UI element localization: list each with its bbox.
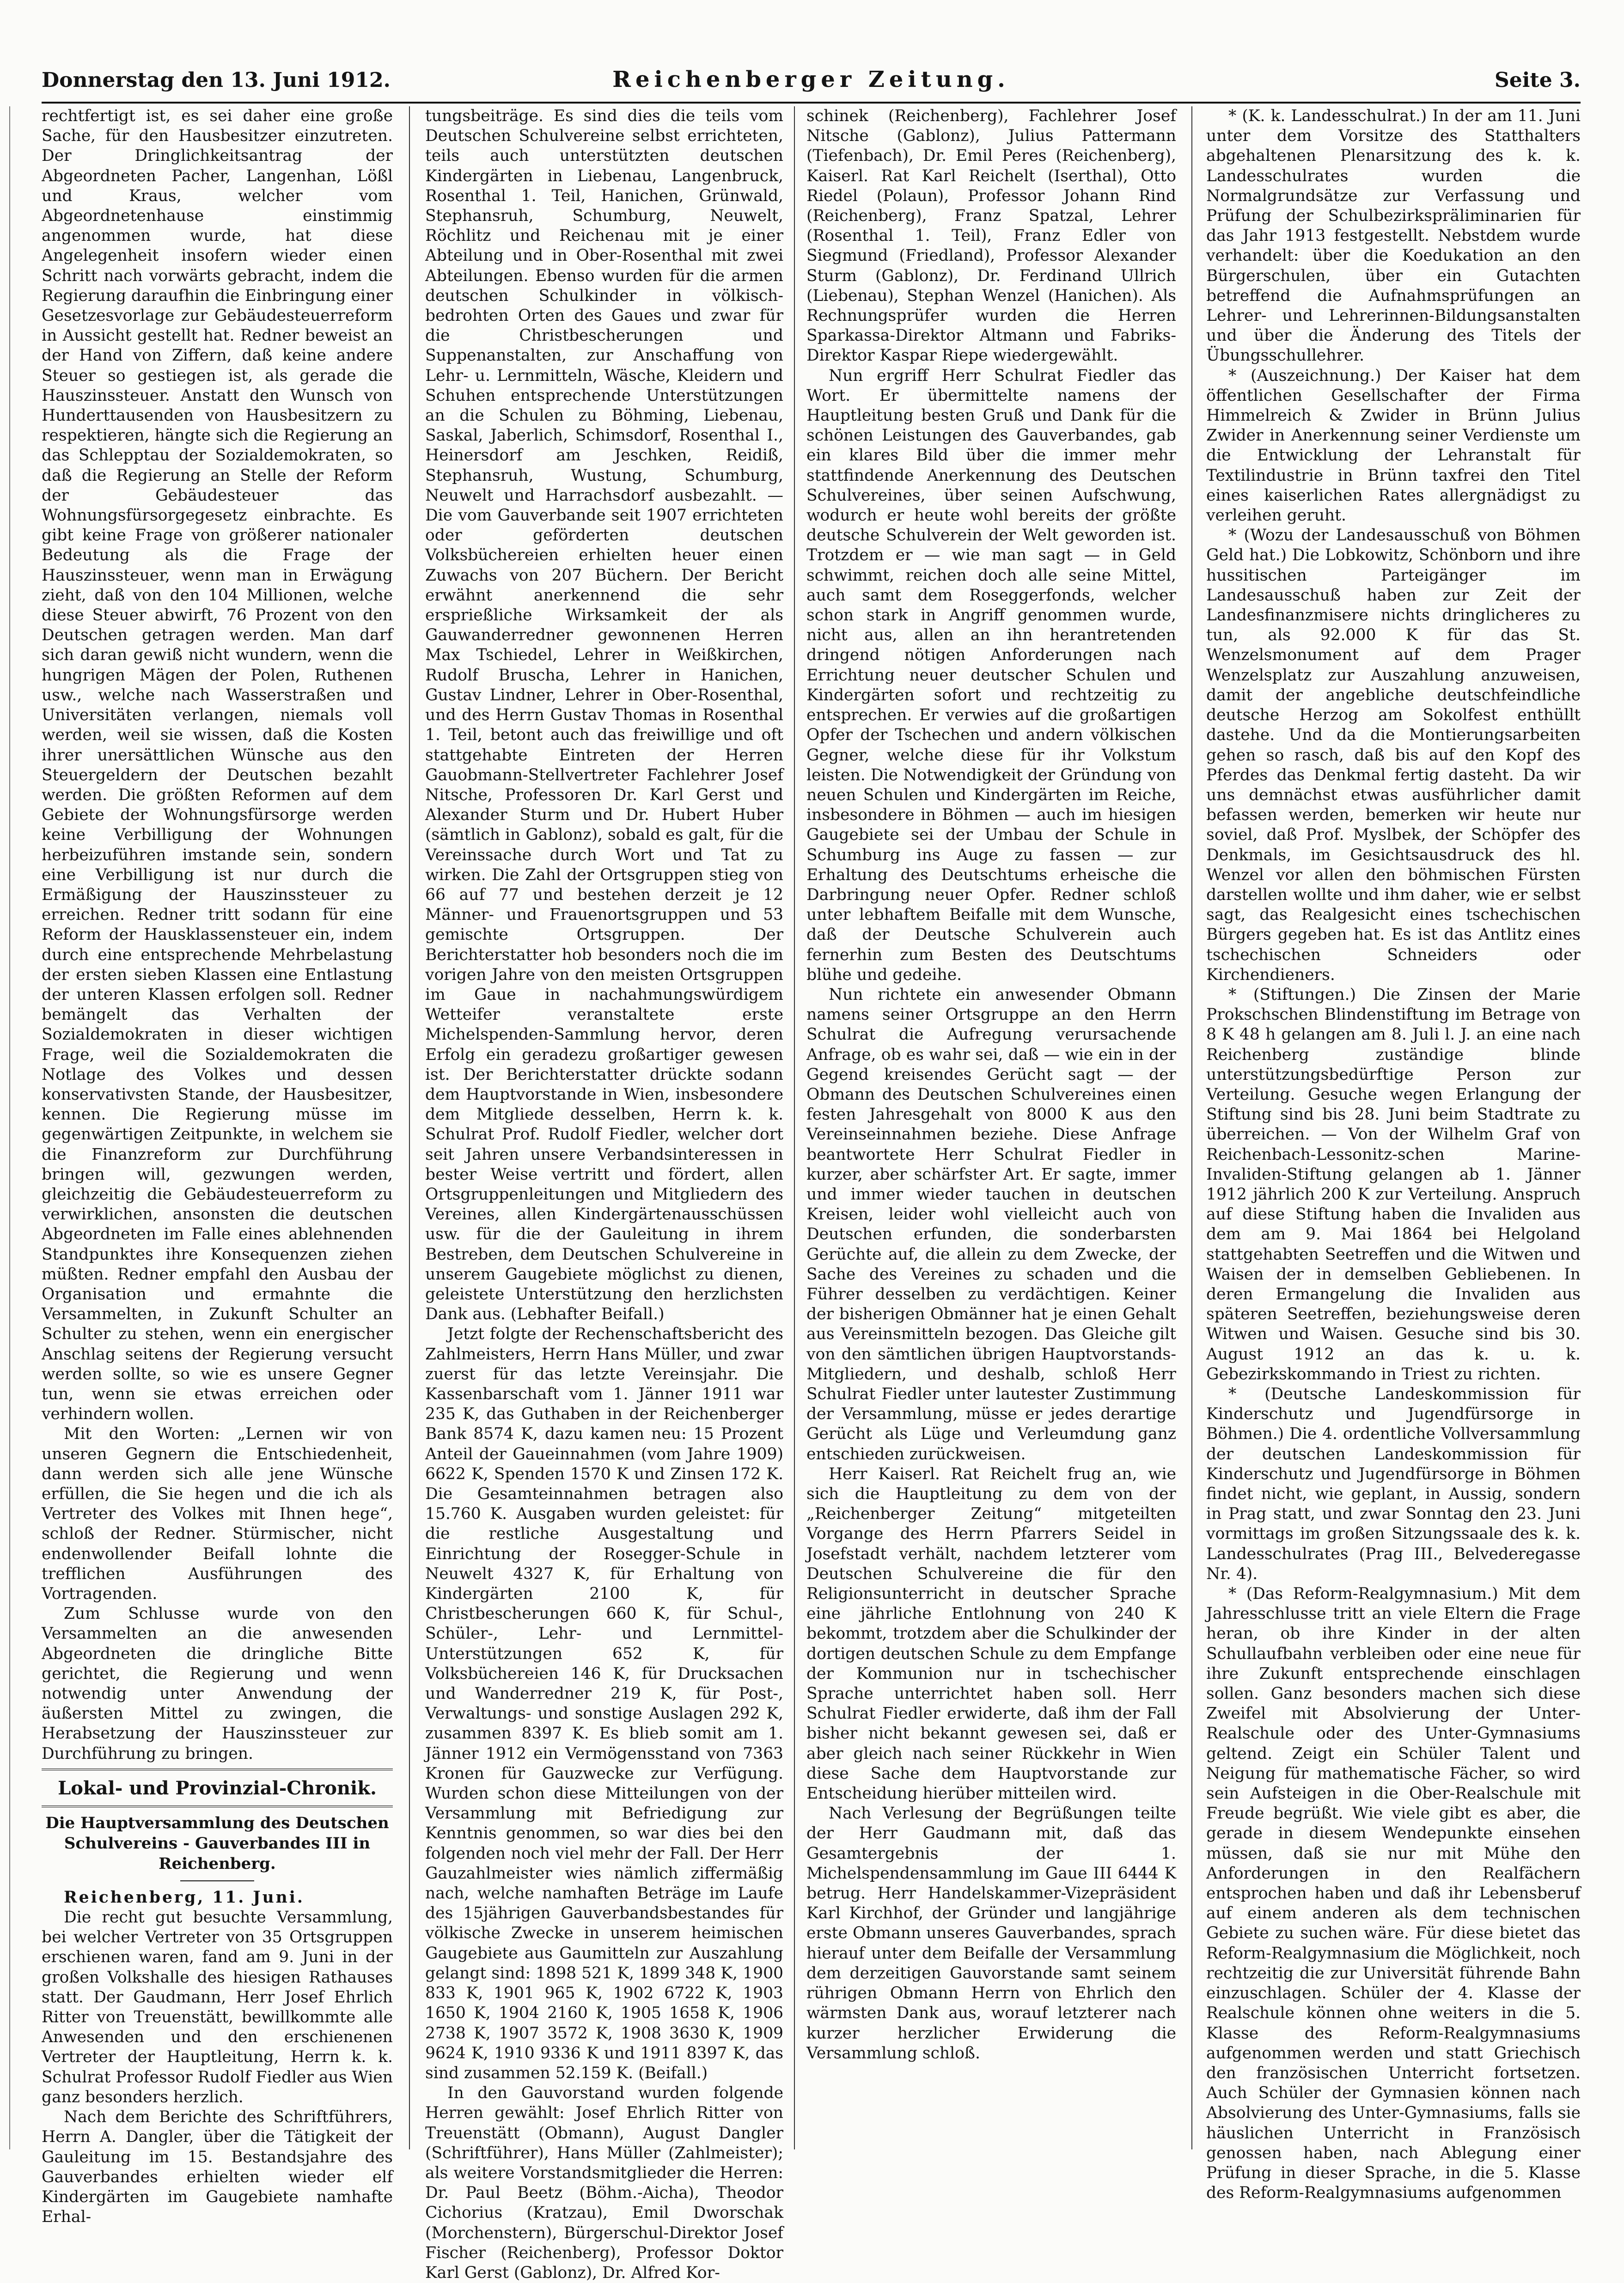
paragraph: In den Gauvorstand wurden folgende Herren gewählt: Josef Ehrlich Ritter von Treuenstätt (Obmann), August Dangler (Schriftführer), Hans Müller (Zahlmeister); als weitere Vorstandsmitglieder die Herren: Dr. Paul Beetz (Böhm.-Aicha), Theodor Cichorius (Kratzau), Emil Dworschak (Morchenstern), Bürgerschul-Direktor Josef Fischer (Reichenberg), Professor Doktor Karl Gerst (Gablonz), Dr. Alfred Kor-	[425, 2084, 783, 2282]
dateline-text: Reichenberg, 11. Juni.	[64, 1888, 305, 1907]
headline-rule	[180, 1880, 254, 1881]
section-divider	[42, 1769, 393, 1770]
section-divider	[42, 1806, 393, 1807]
column-3	[806, 106, 1176, 2145]
column-4	[1206, 106, 1581, 2203]
page-number: Seite 3.	[1494, 68, 1581, 92]
news-item-auszeichnung: * (Auszeichnung.) Der Kaiser hat dem öffentlichen Gesellschafter der Firma Himmelreich & Zwider in Brünn Julius Zwider in Anerkennung seiner Verdienste um die Entwicklung der Lehranstalt für Textilindustrie in Brünn taxfrei den Titel eines kaiserlichen Rates allergnädigst zu verleihen geruht.	[1206, 366, 1581, 525]
column-2	[425, 106, 783, 2282]
headline-line: Schulvereins - Gauverbandes III in	[64, 1834, 371, 1853]
paragraph: Nun richtete ein anwesender Obmann namens seiner Ortsgruppe an den Herrn Schulrat die Aufregung verursachende Anfrage, ob es wahr sei, daß — wie ein in der Gegend kreisendes Gerücht sagt — der Obmann des Deutschen Schulvereines einen festen Jahresgehalt von 8000 K aus den Vereinseinnahmen beziehe. Diese Anfrage beantwortete Herr Schulrat Fiedler in kurzer, aber schärfster Art. Er sagte, immer und immer wieder tauchen in deutschen Kreisen, leider wohl vielleicht auch von Deutschen erfunden, die sonderbarsten Gerüchte auf, die allein zu dem Zwecke, der Sache des Vereines zu schaden und die Führer desselben zu verdächtigen. Keiner der bisherigen Obmänner hat je einen Gehalt aus Vereinsmitteln bezogen. Das Gleiche gilt von den sämtlichen übrigen Hauptvorstands-Mitgliedern, und deshalb, schloß Herr Schulrat Fiedler unter lautester Zustimmung der Versammlung, müsse er jedes derartige Gerücht als Lüge und Verleumdung ganz entschieden zurückweisen.	[806, 985, 1176, 1463]
headline-line: Die Hauptversammlung des Deutschen	[45, 1813, 389, 1832]
paragraph: schinek (Reichenberg), Fachlehrer Josef Nitsche (Gablonz), Julius Pattermann (Tiefenbach), Dr. Emil Peres (Reichenberg), Kaiserl. Rat Karl Reichelt (Iserthal), Otto Riedel (Polaun), Professor Johann Rind (Reichenberg), Franz Spatzal, Lehrer (Rosenthal 1. Teil), Franz Edler von Siegmund (Friedland), Professor Alexander Sturm (Gablonz), Dr. Ferdinand Ullrich (Liebenau), Stephan Wenzel (Hanichen). Als Rechnungsprüfer wurden die Herren Sparkassa-Direktor Altmann und Fabriks-Direktor Kaspar Riepe wiedergewählt.	[806, 107, 1176, 365]
paragraph: Nach dem Berichte des Schriftführers, Herrn A. Dangler, über die Tätigkeit der Gauleitung im 15. Bestandsjahre des Gauverbandes erhielten wieder elf Kindergärten im Gaugebiete namhafte Erhal-	[42, 2108, 393, 2227]
masthead-title: Reichenberger Zeitung.	[612, 67, 1010, 92]
paragraph: Die recht gut besuchte Versammlung, bei welcher Vertreter von 35 Ortsgruppen erschienen waren, fand am 9. Juni in der großen Volkshalle des hiesigen Rathauses statt. Der Gaudmann, Herr Josef Ehrlich Ritter von Treuenstätt, bewillkommte alle Anwesenden und den erschienenen Vertreter der Hauptleitung, Herrn k. k. Schulrat Professor Rudolf Fiedler aus Wien ganz besonders herzlich.	[42, 1908, 393, 2106]
section-title: Lokal- und Provinzial-Chronik.	[58, 1777, 377, 1799]
paragraph: rechtfertigt ist, es sei daher eine große Sache, für den Hausbesitzer einzutreten. Der Dringlichkeitsantrag der Abgeordneten Pacher, Langenhan, Lößl und Kraus, welcher vom Abgeordnetenhause einstimmig angenommen wurde, hat diese Angelegenheit insofern wieder einen Schritt nach vorwärts gebracht, indem die Regierung daraufhin die Einbringung einer Gesetzesvorlage zur Gebäudesteuerreform in Aussicht gestellt hat. Redner beweist an der Hand von Ziffern, daß keine andere Steuer so gestiegen ist, als gerade die Hauszinssteuer. Anstatt den Wunsch von Hunderttausenden von Hausbesitzern zu respektieren, hängte sich die Regierung an das Schlepptau der Sozialdemokraten, so daß die Regierung an Stelle der Reform der Gebäudesteuer das Wohnungsfürsorgegesetz einbrachte. Es gibt keine Frage von größerer nationaler Bedeutung als die Frage der Hauszinssteuer, wenn man in Erwägung zieht, daß von den 104 Millionen, welche diese Steuer abwirft, 76 Prozent von den Deutschen getragen werden. Man darf sich daran gewiß nicht wundern, wenn die hungrigen Mägen der Polen, Ruthenen usw., welche nach Wasserstraßen und Universitäten verlangen, niemals voll werden, weil sie wissen, daß die Kosten ihrer unersättlichen Wünsche aus den Steuergeldern der Deutschen bezahlt werden. Die größten Reformen auf dem Gebiete der Wohnungsfürsorge werden keine Verbilligung der Wohnungen herbeizuführen imstande sein, sondern eine Verbilligung ist nur durch die Ermäßigung der Hauszinssteuer zu erreichen. Redner tritt sodann für eine Reform der Hausklassensteuer ein, indem durch eine entsprechende Mehrbelastung der ersten sieben Klassen eine Entlastung der unteren Klassen erfolgen soll. Redner bemängelt das Verhalten der Sozialdemokraten in dieser wichtigen Frage, weil die Sozialdemokraten die Notlage des Volkes und dessen konservativsten Stande, der Hausbesitzer, kennen. Die Regierung müsse im gegenwärtigen Zeitpunkte, in welchem sie die Finanzreform zur Durchführung bringen will, gezwungen werden, gleichzeitig die Gebäudesteuerreform zu verwirklichen, ansonsten die deutschen Abgeordneten im Falle eines ablehnenden Standpunktes ihre Konsequenzen ziehen müßten. Redner empfahl den Ausbau der Organisation und ermahnte die Versammelten, in Zukunft Schulter an Schulter zu stehen, wenn ein energischer Anschlag seitens der Regierung versucht werden sollte, so wie es unsere Gegner tun, wenn sie etwas erreichen oder verhindern wollen.	[42, 107, 393, 1424]
paragraph: Zum Schlusse wurde von den Versammelten an die anwesenden Abgeordneten die dringliche Bitte gerichtet, die Regierung und wenn notwendig unter Anwendung der äußersten Mittel zu zwingen, die Herabsetzung der Hauszinssteuer zur Durchführung zu bringen.	[42, 1604, 393, 1763]
paragraph: Herr Kaiserl. Rat Reichelt frug an, wie sich die Hauptleitung zu dem von der „Reichenberger Zeitung“ mitgeteilten Vorgange des Herrn Pfarrers Seidel in Josefstadt verhält, nachdem letzterer vom Deutschen Schulvereine die für den Religionsunterricht in deutscher Sprache eine jährliche Entlohnung von 240 K bekommt, trotzdem aber die Schulkinder der dortigen deutschen Schule zu dem Empfange der Kommunion nur in tschechischer Sprache unterrichtet haben soll. Herr Schulrat Fiedler erwiderte, daß ihm der Fall bisher nicht bekannt gewesen sei, daß er aber gleich nach seiner Rückkehr in Wien diese Sache dem Hauptvorstande zur Entscheidung hierüber mitteilen wird.	[806, 1464, 1176, 1803]
page-edge-line	[9, 106, 10, 2149]
news-item-landesschulrat: * (K. k. Landesschulrat.) In der am 11. Juni unter dem Vorsitze des Statthalters abgehaltenen Plenarsitzung des k. k. Landesschulrates wurden die Normalgrundsätze zur Verfassung und Prüfung der Schulbezirkspräliminarien für das Jahr 1913 festgestellt. Nebstdem wurde verhandelt: über die Koedukation an den Bürgerschulen, über ein Gutachten betreffend die Aufnahmsprüfungen an Lehrer- und Lehrerinnen-Bildungsanstalten und über die Änderung des Titels der Übungsschullehrer.	[1206, 107, 1581, 365]
column-1	[42, 106, 393, 2227]
column-rule	[794, 106, 795, 2149]
headline-line: Reichenberg.	[159, 1854, 276, 1873]
paragraph: Nach Verlesung der Begrüßungen teilte der Herr Gaudmann mit, daß das Gesamtergebnis der 1. Michelspendensammlung im Gaue III 6444 K betrug. Herr Handelskammer-Vizepräsident Karl Kirchhof, der Gründer und langjährige erste Obmann unseres Gauverbandes, sprach hierauf unter dem Beifalle der Versammlung dem derzeitigen Gauvorstande samt seinem rührigen Obmann Herrn von Ehrlich den wärmsten Dank aus, worauf letzterer nach kurzer herzlicher Erwiderung die Versammlung schloß.	[806, 1804, 1176, 2063]
page-header	[42, 65, 1581, 104]
article-headline	[42, 1813, 393, 1874]
news-item-landeskommission: * (Deutsche Landeskommission für Kinderschutz und Jugendfürsorge in Böhmen.) Die 4. ordentliche Vollversammlung der deutschen Landeskommission für Kinderschutz und Jugendfürsorge in Böhmen findet nicht, wie geplant, in Aussig, sondern in Prag statt, und zwar Sonntag den 23. Juni vormittags im großen Sitzungssaale des k. k. Landesschulrates (Prag III., Belvederegasse Nr. 4).	[1206, 1385, 1581, 1583]
news-item-reform-realgymnasium: * (Das Reform-Realgymnasium.) Mit dem Jahresschlusse tritt an viele Eltern die Frage heran, ob ihre Kinder in der alten Schullaufbahn verbleiben oder eine neue für ihre Zukunft entsprechende einschlagen sollen. Ganz besonders machen sich diese Zweifel mit Absolvierung der Unter-Realschule oder des Unter-Gymnasiums geltend. Zeigt ein Schüler Talent und Neigung für mathematische Fächer, so wird sein Aufsteigen in die Ober-Realschule mit Freude begrüßt. Wie viele gibt es aber, die gerade in diesem Wendepunkte einsehen müssen, daß sie nur mit Mühe den Anforderungen in den Realfächern entsprochen haben und daß ihr Lebensberuf auf einem anderen als dem technischen Gebiete zu suchen wäre. Für diese bietet das Reform-Realgymnasium die Möglichkeit, noch rechtzeitig die zur Universität führende Bahn einzuschlagen. Schüler der 4. Klasse der Realschule können ohne weiters in die 5. Klasse des Reform-Realgymnasiums aufgenommen werden und statt Griechisch den französischen Unterricht fortsetzen. Auch Schüler der Gymnasien können nach Absolvierung des Unter-Gymnasiums, falls sie häuslichen Unterricht in Französisch genossen haben, nach Ablegung einer Prüfung in dieser Sprache, in die 5. Klasse des Reform-Realgymnasiums aufgenommen	[1206, 1585, 1581, 2203]
paragraph: Jetzt folgte der Rechenschaftsbericht des Zahlmeisters, Herrn Hans Müller, und zwar zuerst für das letzte Vereinsjahr. Die Kassenbarschaft vom 1. Jänner 1911 war 235 K, das Guthaben in der Reichenberger Bank 8574 K, dazu kamen neu: 15 Prozent Anteil der Gaueinnahmen (vom Jahre 1909) 6622 K, Spenden 1570 K und Zinsen 172 K. Die Gesamteinnahmen betragen also 15.760 K. Ausgaben wurden geleistet: für die restliche Ausgestaltung und Einrichtung der Rosegger-Schule in Neuwelt 4327 K, für Erhaltung von Kindergärten 2100 K, für Christbescherungen 660 K, für Schul-, Schüler-, Lehr- und Lernmittel-Unterstützungen 652 K, für Volksbüchereien 146 K, für Drucksachen und Wanderredner 219 K, für Post-, Verwaltungs- und sonstige Auslagen 292 K, zusammen 8397 K. Es blieb somit am 1. Jänner 1912 ein Vermögensstand von 7363 Kronen für Gauzwecke zur Verfügung. Wurden schon diese Mitteilungen von der Versammlung mit Befriedigung zur Kenntnis genommen, so war dies bei den folgenden noch viel mehr der Fall. Der Herr Gauzahlmeister wies nämlich ziffermäßig nach, welche namhaften Beträge im Laufe des 15jährigen Gauverbandsbestandes für völkische Zwecke in unserem heimischen Gaugebiete aus Gaumitteln zur Auszahlung gelangt sind: 1898 521 K, 1899 348 K, 1900 833 K, 1901 965 K, 1902 6722 K, 1903 1650 K, 1904 2160 K, 1905 1658 K, 1906 2738 K, 1907 3572 K, 1908 3630 K, 1909 9624 K, 1910 9336 K und 1911 8397 K, das sind zusammen 52.159 K. (Beifall.)	[425, 1325, 783, 2082]
paragraph: Mit den Worten: „Lernen wir von unseren Gegnern die Entschiedenheit, dann werden sich alle jene Wünsche erfüllen, die Sie hegen und die ich als Vertreter des Volkes mit Ihnen hege“, schloß der Redner. Stürmischer, nicht endenwollender Beifall lohnte die trefflichen Ausführungen des Vortragenden.	[42, 1425, 393, 1604]
column-rule	[1191, 106, 1192, 2149]
paragraph: Nun ergriff Herr Schulrat Fiedler das Wort. Er übermittelte namens der Hauptleitung besten Gruß und Dank für die schönen Leistungen des Gauverbandes, gab ein klares Bild über die immer mehr stattfindende Anerkennung des Deutschen Schulvereines, über seinen Aufschwung, wodurch er heute wohl bereits der größte deutsche Schulverein der Welt geworden ist. Trotzdem er — wie man sagt — in Geld schwimmt, reichen doch alle seine Mittel, auch samt dem Roseggerfonds, welcher schon stark in Angriff genommen wurde, nicht aus, allen an ihn herantretenden dringend nötigen Anforderungen nach Errichtung neuer deutscher Schulen und Kindergärten sofort und rechtzeitig zu entsprechen. Er verwies auf die großartigen Opfer der Tschechen und andern völkischen Gegner, welche diese für ihr Volkstum leisten. Die Notwendigkeit der Gründung von neuen Schulen und Kindergärten im Reiche, insbesondere in Böhmen — auch im hiesigen Gaugebiete sei der Umbau der Schule in Schumburg ins Auge zu fassen — zur Erhaltung des Deutschtums erheische die Darbringung neuer Opfer. Redner schloß unter lebhaftem Beifalle mit dem Wunsche, daß der Deutsche Schulverein auch fernerhin zum Besten des Deutschtums blühe und gedeihe.	[806, 366, 1176, 984]
paragraph: tungsbeiträge. Es sind dies die teils vom Deutschen Schulvereine selbst errichteten, teils auch unterstützten deutschen Kindergärten in Liebenau, Langenbruck, Rosenthal 1. Teil, Hanichen, Grünwald, Stephansruh, Schumburg, Neuwelt, Röchlitz und Reichenau mit je einer Abteilung und in Ober-Rosenthal mit zwei Abteilungen. Ebenso wurden für die armen deutschen Schulkinder in völkisch-bedrohten Orten des Gaues und zwar für die Christbescherungen und Suppenanstalten, zur Anschaffung von Lehr- u. Lernmitteln, Wäsche, Kleidern und Schuhen entsprechende Unterstützungen an die Schulen zu Böhming, Liebenau, Saskal, Jaberlich, Schimsdorf, Rosenthal I., Heinersdorf am Jeschken, Reidiß, Stephansruh, Wustung, Schumburg, Neuwelt und Harrachsdorf ausbezahlt. — Die vom Gauverbande seit 1907 errichteten oder geförderten deutschen Volksbüchereien erhielten heuer einen Zuwachs von 207 Büchern. Der Bericht erwähnt anerkennend die sehr ersprießliche Wirksamkeit der als Gauwanderredner gewonnenen Herren Max Tschiedel, Lehrer in Weißkirchen, Rudolf Bruscha, Lehrer in Hanichen, Gustav Lindner, Lehrer in Ober-Rosenthal, und des Herrn Gustav Thomas in Rosenthal 1. Teil, betont auch das freiwillige und oft stattgehabte Eintreten der Herren Gauobmann-Stellvertreter Fachlehrer Josef Nitsche, Professoren Dr. Karl Gerst und Alexander Sturm und Dr. Hubert Huber (sämtlich in Gablonz), sobald es galt, für die Vereinssache durch Wort und Tat zu wirken. Die Zahl der Ortsgruppen stieg von 66 auf 77 und bestehen derzeit je 12 Männer- und Frauenortsgruppen und 53 gemischte Ortsgruppen. Der Berichterstatter hob besonders noch die im vorigen Jahre von den meisten Ortsgruppen im Gaue in nachahmungswürdigem Wetteifer veranstaltete erste Michelspenden-Sammlung hervor, deren Erfolg ein geradezu großartiger gewesen ist. Der Berichterstatter drückte sodann dem Hauptvorstande in Wien, insbesondere dem Mitgliede desselben, Herrn k. k. Schulrat Prof. Rudolf Fiedler, welcher dort seit Jahren unsere Verbandsinteressen in bester Weise vertritt und fördert, allen Ortsgruppenleitungen und Mitgliedern des Vereines, allen Kindergärtenausschüssen usw. für die der Gauleitung in ihrem Bestreben, dem Deutschen Schulvereine in unserem Gaugebiete möglichst zu dienen, geleistete Unterstützung den herzlichsten Dank aus. (Lebhafter Beifall.)	[425, 107, 783, 1324]
news-item-landesausschuss: * (Wozu der Landesausschuß von Böhmen Geld hat.) Die Lobkowitz, Schönborn und ihre hussitischen Parteigänger im Landesausschuß haben zur Zeit der Landesfinanzmisere nichts dringlicheres zu tun, als 92.000 K für das St. Wenzelsmonument auf dem Prager Wenzelsplatz zur Auszahlung anzuweisen, damit der angebliche deutschfeindliche deutsche Herzog am Sokolfest enthüllt dastehe. Und da die Montierungsarbeiten gehen so rasch, daß bis auf den Kopf des Pferdes das Denkmal fertig dasteht. Da wir uns demnächst etwas ausführlicher damit befassen werden, bemerken wir heute nur soviel, daß Prof. Myslbek, der Schöpfer des Denkmals, im Gesichtsausdruck des hl. Wenzel vor allen den böhmischen Fürsten darstellen wollte und ihm daher, wie er selbst sagt, das Realgesicht eines tschechischen Bürgers gegeben hat. Es ist das Antlitz eines tschechischen Schneiders oder Kirchendieners.	[1206, 526, 1581, 984]
dateline	[42, 1888, 393, 1908]
column-rule	[409, 106, 410, 2149]
header-date: Donnerstag den 13. Juni 1912.	[42, 68, 391, 92]
news-item-stiftungen: * (Stiftungen.) Die Zinsen der Marie Prokschschen Blindenstiftung im Betrage von 8 K 48 h gelangen am 8. Juli l. J. an eine nach Reichenberg zuständige blinde unterstützungsbedürftige Person zur Verteilung. Gesuche wegen Erlangung der Stiftung sind bis 28. Juni beim Stadtrate zu überreichen. — Von der Wilhelm Graf von Reichenbach-Lessonitz-schen Marine-Invaliden-Stiftung gelangen ab 1. Jänner 1912 jährlich 200 K zur Verteilung. Anspruch auf diese Stiftung haben die Invaliden aus dem am 9. Mai 1864 bei Helgoland stattgehabten Seetreffen und die Witwen und Waisen der in demselben Gebliebenen. In deren Ermangelung die Invaliden aus späteren Seetreffen, beziehungsweise deren Witwen und Waisen. Gesuche sind bis 30. August 1912 an das k. u. k. Gebezirkskommando in Triest zu richten.	[1206, 985, 1581, 1383]
